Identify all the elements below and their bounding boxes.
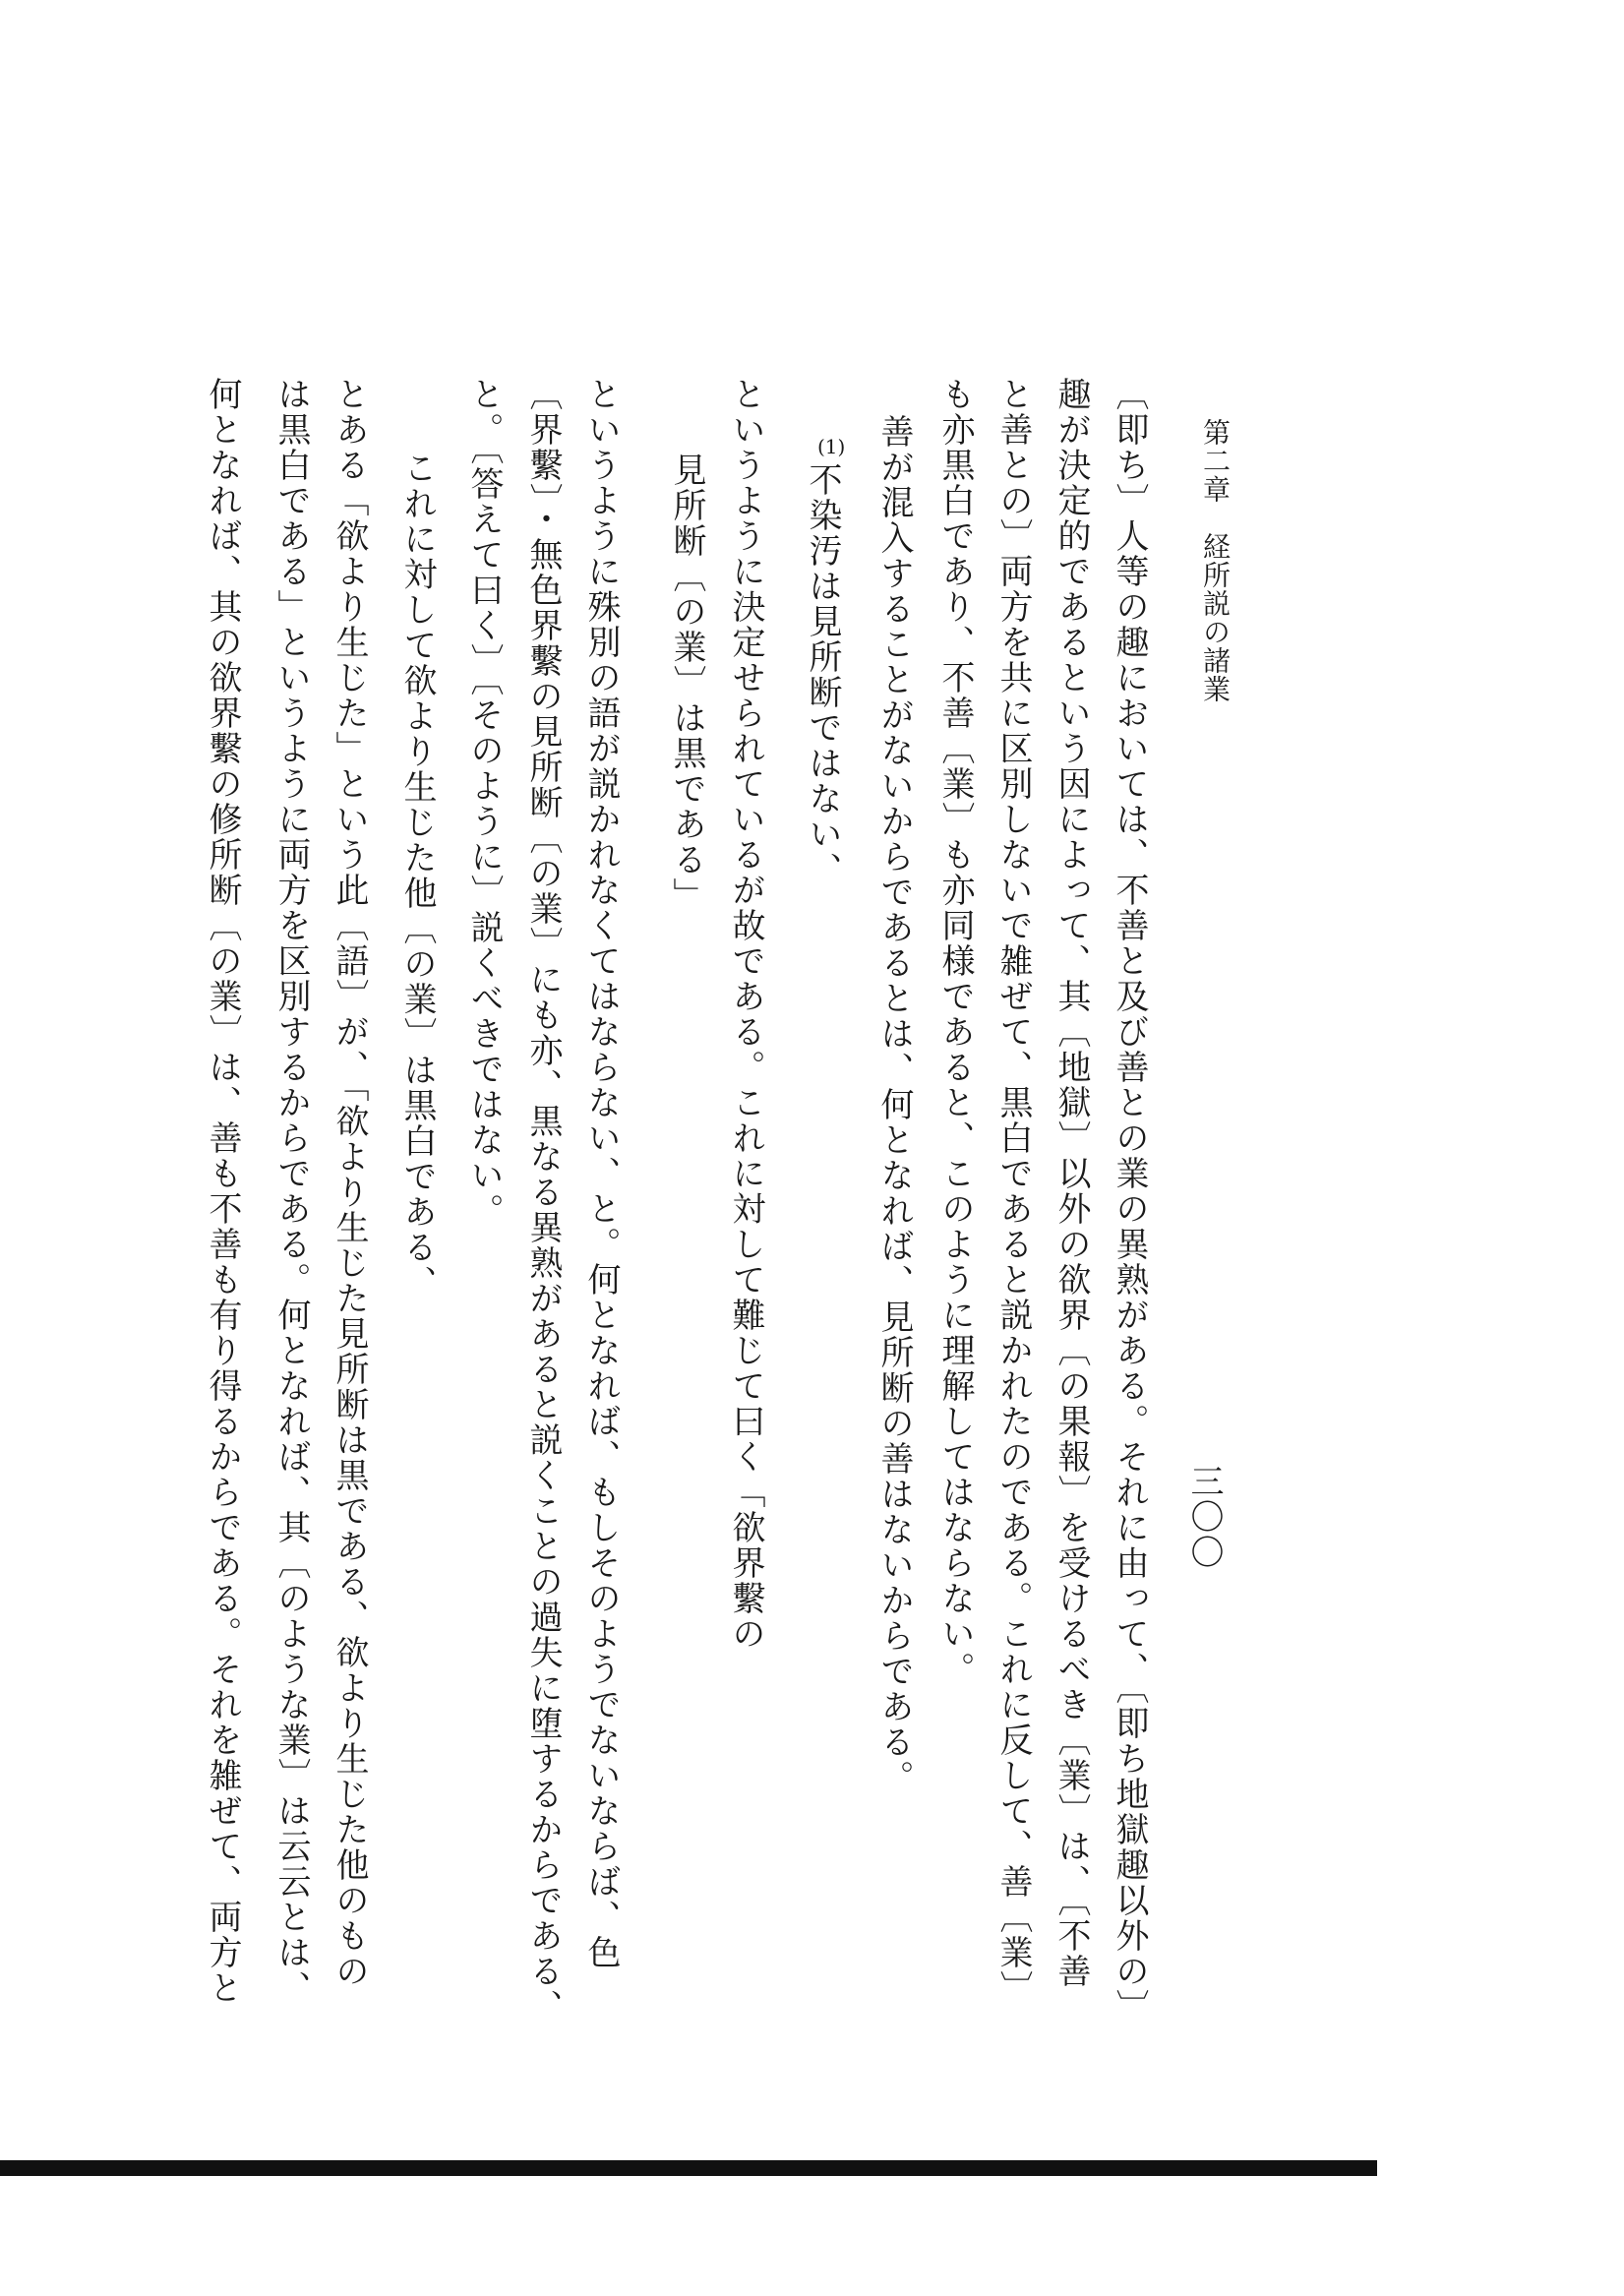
- text-column-11: と。〔答えて曰く〕〔そのように〕説くべきではない。: [464, 377, 504, 1229]
- text-column-3: と善との〕両方を共に区別しないで雑ぜて、黒白であると説かれたのである。これに反して、善〔業〕: [993, 377, 1033, 2006]
- text-column-8: 見所断〔の業〕は黒である」: [667, 453, 706, 913]
- text-column-7: というように決定せられているが故である。これに対して難じて曰く「欲界繫の: [726, 377, 765, 1652]
- text-column-9: というように殊別の語が説かれなくてはならない、と。何となれば、もしそのようでないならば、色: [581, 377, 621, 1970]
- text-column-5: 善が混入することがないからであるとは、何となれば、見所断の善はないからである。: [874, 414, 914, 1795]
- text-column-10: 〔界繫〕・無色界繫の見所断〔の業〕にも亦、黒なる異熟があると説くことの過失に堕するからである、: [523, 377, 563, 2024]
- text-column-2: 趣が決定的であるという因によって、其〔地獄〕以外の欲界〔の果報〕を受けるべき〔業〕は、〔不善: [1052, 377, 1091, 1989]
- text-column-15: 何となれば、其の欲界繫の修所断〔の業〕は、善も不善も有り得るからである。それを雑ぜて、両方と: [203, 377, 242, 2006]
- text-column-1: 〔即ち〕人等の趣においては、不善と及び善との業の異熟がある。それに由って、〔即ち地獄趣以外の〕: [1110, 377, 1149, 2024]
- text-column-6: 不染汚は見所断ではない、: [803, 462, 842, 887]
- page-number: 三〇〇: [1184, 1464, 1224, 1570]
- footnote-marker: (1): [817, 435, 846, 458]
- text-column-14: は黒白である」というように両方を区別するからである。何となれば、其〔のような業〕は云云とは、: [271, 377, 311, 2006]
- chapter-header: 第二章 経所説の諸業: [1199, 418, 1232, 703]
- text-column-13: とある「欲より生じた」という此〔語〕が、「欲より生じた見所断は黒である、欲より生じた他のもの: [330, 377, 369, 1989]
- text-column-12: これに対して欲より生じた他〔の業〕は黒白である、: [397, 451, 437, 1300]
- text-column-4: も亦黒白であり、不善〔業〕も亦同様であると、このように理解してはならない。: [935, 377, 975, 1687]
- bottom-scan-border: [0, 2160, 1377, 2176]
